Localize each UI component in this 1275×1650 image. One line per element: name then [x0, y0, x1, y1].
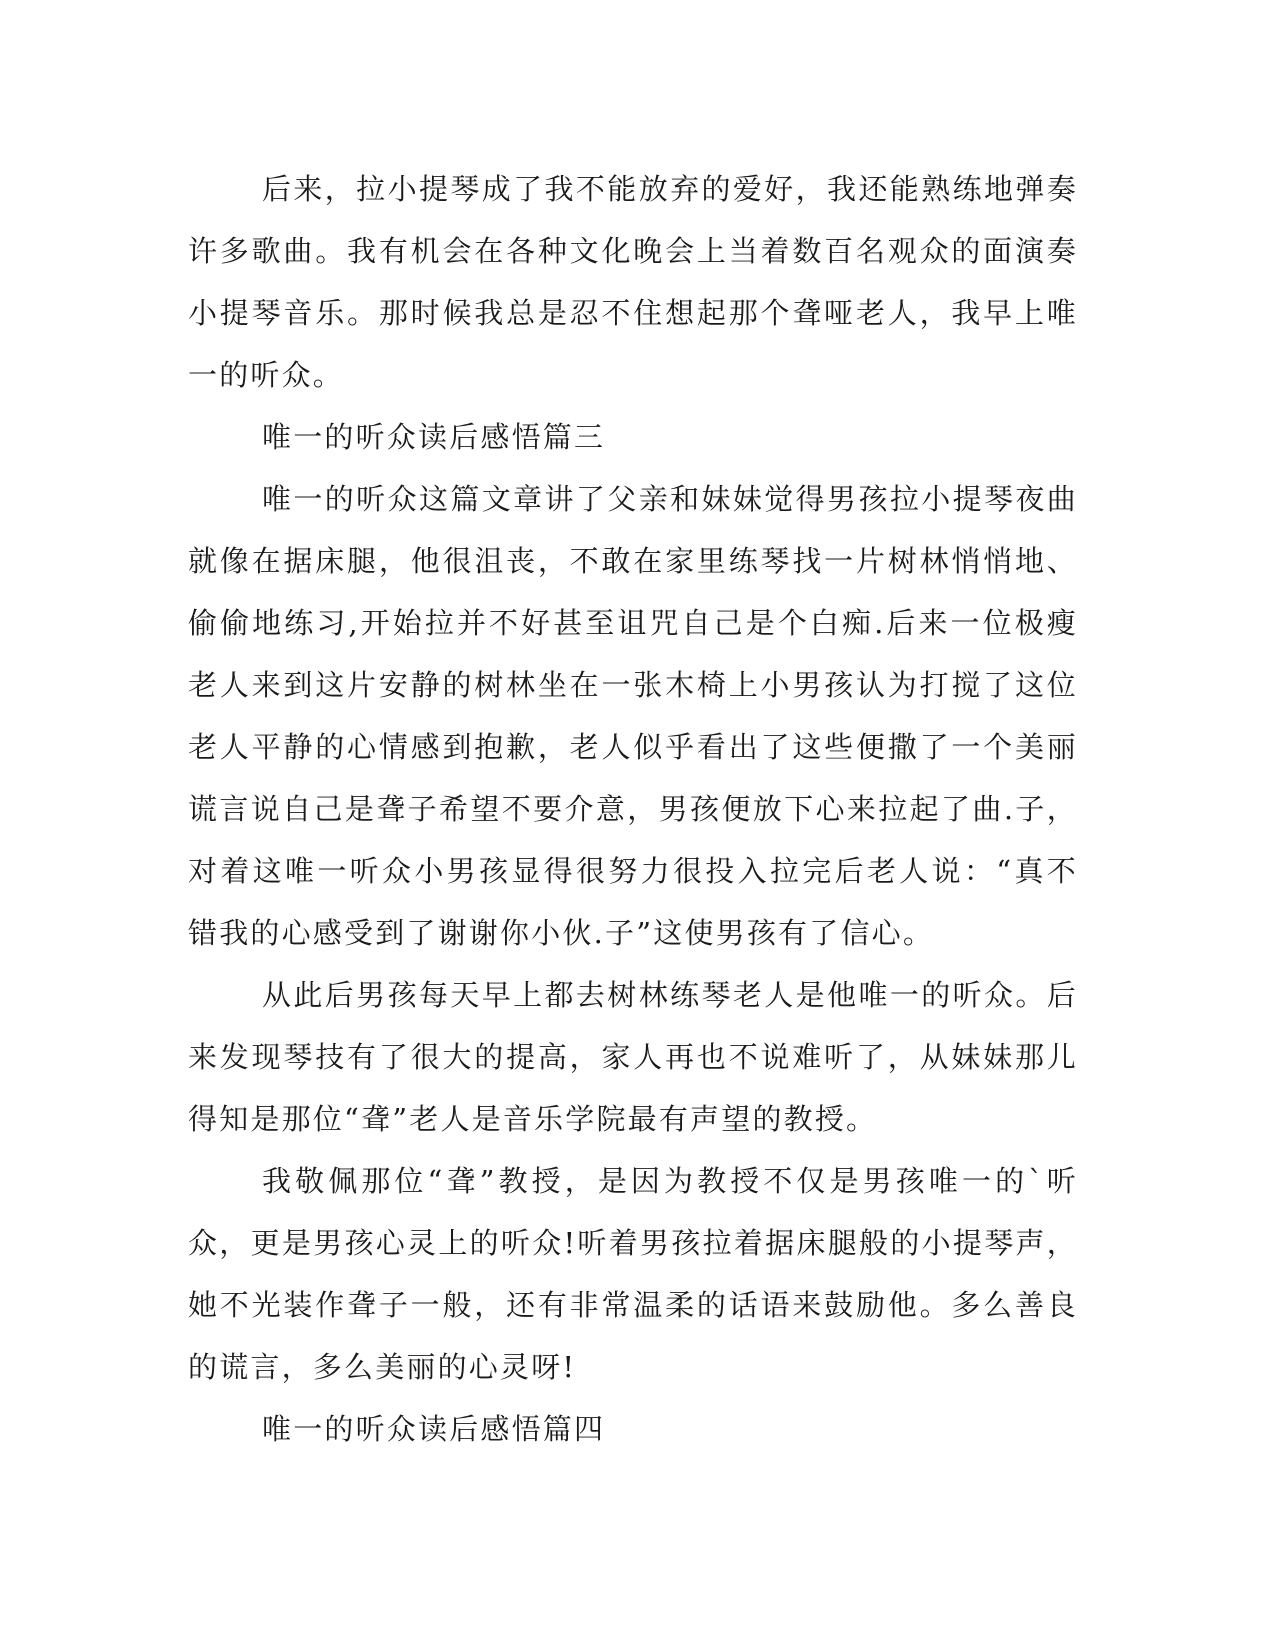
section-heading-part-four: 唯一的听众读后感悟篇四 [262, 1412, 606, 1446]
section-heading-part-three: 唯一的听众读后感悟篇三 [262, 420, 606, 454]
document-body [188, 158, 1078, 1460]
paragraph-progress: 从此后男孩每天早上都去树林练琴老人是他唯一的听众。后来发现琴技有了很大的提高，家人再也不说难听了，从妹妹那儿得知是那位“聋”老人是音乐学院最有声望的教授。 [188, 978, 1078, 1136]
paragraph-story-summary: 唯一的听众这篇文章讲了父亲和妹妹觉得男孩拉小提琴夜曲就像在据床腿，他很沮丧，不敢在家里练琴找一片树林悄悄地、偷偷地练习,开始拉并不好甚至诅咒自己是个白痴.后来一位极瘦老人来到这片安静的树林坐在一张木椅上小男孩认为打搅了这位老人平静的心情感到抱歉，老人似乎看出了这些便撒了一个美丽谎言说自己是聋子希望不要介意，男孩便放下心来拉起了曲.子，对着这唯一听众小男孩显得很努力很投入拉完后老人说：“真不错我的心感受到了谢谢你小伙.子”这使男孩有了信心。 [188, 482, 1078, 950]
paragraph-violin-hobby: 后来，拉小提琴成了我不能放弃的爱好，我还能熟练地弹奏许多歌曲。我有机会在各种文化晚会上当着数百名观众的面演奏小提琴音乐。那时候我总是忍不住想起那个聋哑老人，我早上唯一的听众。 [188, 172, 1078, 392]
paragraph-admiration: 我敬佩那位“聋”教授，是因为教授不仅是男孩唯一的`听众，更是男孩心灵上的听众!听着男孩拉着据床腿般的小提琴声，她不光装作聋子一般，还有非常温柔的话语来鼓励他。多么善良的谎言，多么美丽的心灵呀! [188, 1164, 1078, 1384]
